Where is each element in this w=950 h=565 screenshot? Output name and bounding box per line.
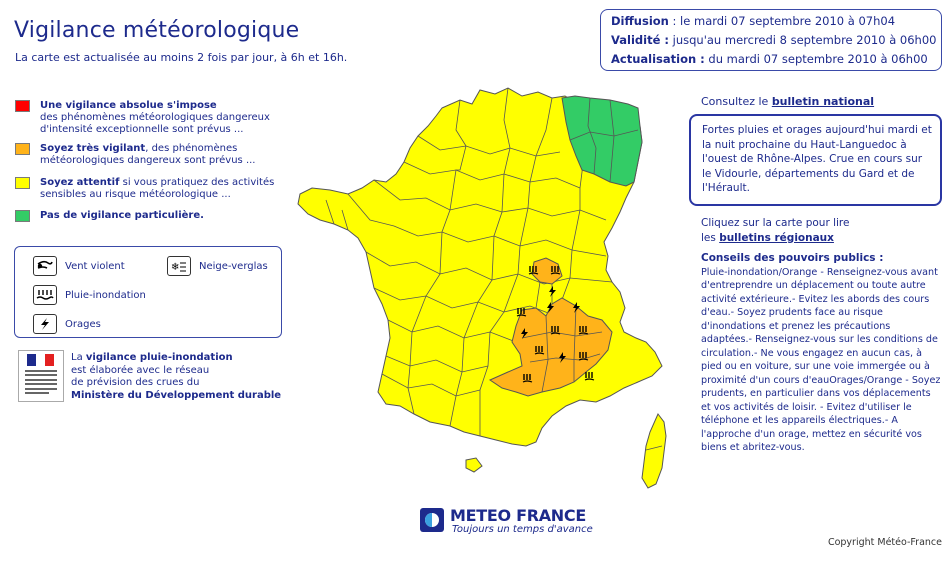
- corsica[interactable]: [642, 414, 666, 488]
- actualisation-label: Actualisation :: [611, 52, 705, 66]
- bulletin-summary-box: [689, 114, 942, 206]
- republique-francaise-logo: [18, 350, 64, 402]
- legend-swatch-green: [15, 210, 30, 222]
- svg-text:❄: ❄: [171, 262, 180, 273]
- legend-red-desc: des phénomènes météorologiques dangereux d'intensité exceptionnelle sont prévus ...: [40, 112, 270, 135]
- click-hint-line-1: Cliquez sur la carte pour lire: [701, 217, 850, 229]
- legend-red-text: [40, 100, 290, 136]
- snow-ice-icon: [167, 256, 191, 276]
- public-advice-text: Pluie-inondation/Orange - Renseignez-vous avant d'entreprendre un déplacement ou toute autre activité extérieure.- Evitez les abords des cours d'eau.- Soyez prudents face au risque d'inondations et prenez les précautions adaptées.- Renseignez-vous sur les conditions de circulation.- Ne vous engagez en aucun cas, à pied ou en voiture, sur une voie immergée ou à proximité d'un cours d'eauOrages/Orange - Soyez prudents, en particulier dans vos déplacements et vos activités de loisir. - Evitez d'utiliser le téléphone et les appareils électriques.- A l'approche d'un orage, mettez en sécurité vos biens et abritez-vous.: [701, 266, 941, 453]
- bulletin-summary-text: Fortes pluies et orages aujourd'hui mardi et la nuit prochaine du Haut-Languedoc à l'ouest de Rhône-Alpes. Crue en cours sur le Vidourle, départements du Gard et de l'Hérault.: [702, 124, 932, 194]
- consult-national: [701, 95, 874, 108]
- public-advice: [701, 252, 941, 455]
- validite-label: Validité :: [611, 33, 669, 47]
- diffusion-label: Diffusion: [611, 14, 669, 28]
- picto-pluie-label: Pluie-inondation: [65, 289, 146, 301]
- meteo-france-tagline: Toujours un temps d'avance: [452, 524, 593, 535]
- legend-swatch-red: [15, 100, 30, 112]
- legend-yellow-desc: si vous pratiquez des activités sensibles au risque météorologique ...: [40, 177, 275, 200]
- click-map-hint: [701, 216, 849, 245]
- public-advice-title: Conseils des pouvoirs publics :: [701, 252, 884, 264]
- ministry-line1-pre: La: [71, 352, 86, 363]
- ministry-text: [71, 352, 291, 402]
- picto-pluie: [33, 285, 146, 305]
- meteo-france-logo[interactable]: [420, 506, 600, 536]
- bulletin-national-link[interactable]: bulletin national: [771, 95, 875, 108]
- legend-swatch-orange: [15, 143, 30, 155]
- wind-icon: [33, 256, 57, 276]
- legend-green-text: [40, 210, 290, 222]
- legend-green-title: Pas de vigilance particulière.: [40, 210, 204, 221]
- meteo-france-emblem-icon: [420, 508, 444, 532]
- click-hint-line-2: [701, 231, 849, 246]
- page-subtitle: La carte est actualisée au moins 2 fois par jour, à 6h et 16h.: [15, 51, 348, 64]
- validity-info-box: [600, 9, 942, 71]
- picto-orages-label: Orages: [65, 318, 101, 330]
- diffusion-value: : le mardi 07 septembre 2010 à 07h04: [668, 14, 896, 28]
- copyright: Copyright Météo-France: [827, 537, 942, 548]
- bulletins-regionaux-link[interactable]: bulletins régionaux: [719, 231, 834, 244]
- picto-vent: [33, 256, 125, 276]
- page-title: Vigilance météorologique: [14, 18, 300, 43]
- legend-orange-title: Soyez très vigilant: [40, 143, 146, 154]
- actualisation-value: du mardi 07 septembre 2010 à 06h00: [704, 52, 928, 66]
- legend-yellow-title: Soyez attentif: [40, 177, 120, 188]
- france-vigilance-map[interactable]: [290, 70, 690, 495]
- validite-value: jusqu'au mercredi 8 septembre 2010 à 06h00: [669, 33, 937, 47]
- validite-line: [611, 31, 941, 50]
- ministry-line1-bold: vigilance pluie-inondation: [85, 352, 233, 363]
- paris-region[interactable]: [466, 458, 482, 472]
- legend-orange-desc: , des phénomènes météorologiques dangereux sont prévus ...: [40, 143, 256, 166]
- flood-rain-icon: [33, 285, 57, 305]
- picto-vent-label: Vent violent: [65, 260, 125, 272]
- ministry-block: [18, 349, 288, 405]
- click-hint-prefix: les: [701, 231, 720, 244]
- ministry-line-2: est élaborée avec le réseau: [71, 364, 210, 376]
- ministry-line-1: [71, 352, 291, 365]
- ministry-line-4: Ministère du Développement durable: [71, 389, 282, 401]
- legend-swatch-yellow: [15, 177, 30, 189]
- picto-neige-label: Neige-verglas: [199, 260, 268, 272]
- picto-neige: [167, 256, 268, 276]
- consult-prefix: Consultez le: [701, 95, 772, 108]
- legend-red-title: Une vigilance absolue s'impose: [40, 100, 217, 111]
- pictogram-legend: [14, 246, 282, 338]
- lightning-icon: [33, 314, 57, 334]
- ministry-line-3: de prévision des crues du: [71, 377, 200, 388]
- legend-yellow-text: [40, 177, 290, 201]
- legend-orange-text: [40, 143, 290, 167]
- diffusion-line: [611, 12, 941, 31]
- picto-orages: [33, 314, 101, 334]
- meteo-france-name: METEO FRANCE: [450, 506, 586, 525]
- actualisation-line: [611, 50, 941, 69]
